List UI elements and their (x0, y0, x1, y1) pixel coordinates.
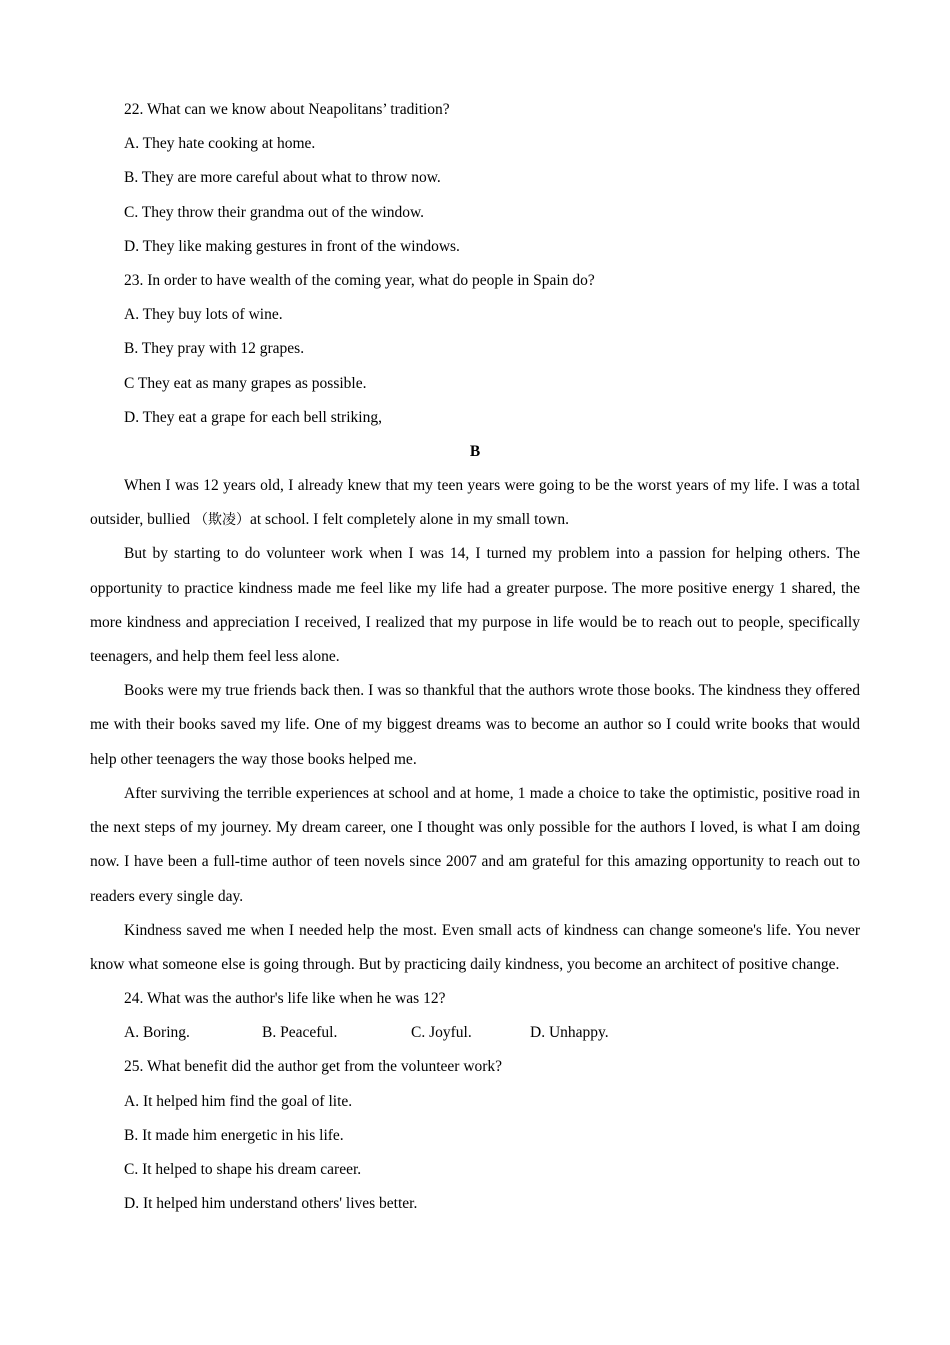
q25-option-b: B. It made him energetic in his life. (124, 1126, 344, 1144)
q23-option-d: D. They eat a grape for each bell striking, (124, 408, 382, 426)
q22-option-a: A. They hate cooking at home. (124, 135, 316, 153)
q23-option-a: A. They buy lots of wine. (124, 306, 283, 324)
q23-option-c: C They eat as many grapes as possible. (124, 374, 367, 392)
q22-option-d: D. They like making gestures in front of the windows. (124, 237, 460, 255)
passage-paragraph-1 (90, 469, 860, 537)
q24-option-a: A. Boring. (124, 1024, 190, 1042)
q24-option-d: D. Unhappy. (530, 1024, 609, 1042)
passage-paragraph-5: Kindness saved me when I needed help the most. Even small acts of kindness can change someone's life. You never know what someone else is going through. But by practicing daily kindness, you become an architect of positive change. (90, 921, 860, 973)
q25-option-d: D. It helped him understand others' lives better. (124, 1195, 418, 1213)
document-page (90, 93, 860, 1221)
passage-paragraph-4: After surviving the terrible experiences at school and at home, 1 made a choice to take the optimistic, positive road in the next steps of my journey. My dream career, one I thought was only possible for the authors I loved, is what I am doing now. I have been a full-time author of teen novels since 2007 and am grateful for this amazing opportunity to reach out to readers every single day. (90, 784, 860, 905)
passage-paragraph-2: But by starting to do volunteer work when I was 14, I turned my problem into a passion for helping others. The opportunity to practice kindness made me feel like my life had a greater purpose. The more positive energy 1 shared, the more kindness and appreciation I received, I realized that my purpose in life would be to reach out to people, specifically teenagers, and help them feel less alone. (90, 545, 860, 666)
paragraph-1-cjk-gloss: （欺凌） (194, 512, 250, 529)
q24-option-b: B. Peaceful. (262, 1024, 338, 1042)
q24-option-c: C. Joyful. (411, 1024, 472, 1042)
q22-option-c: C. They throw their grandma out of the window. (124, 203, 425, 221)
q25-option-a: A. It helped him find the goal of lite. (124, 1092, 353, 1110)
paragraph-1-text-end: at school. I felt completely alone in my small town. (250, 511, 569, 529)
passage-paragraph-3: Books were my true friends back then. I was so thankful that the authors wrote those books. The kindness they offered me with their books saved my life. One of my biggest dreams was to become an author so I could write books that would help other teenagers the way those books helped me. (90, 682, 860, 768)
passage-b-heading: B (469, 442, 481, 460)
q23-option-b: B. They pray with 12 grapes. (124, 340, 305, 358)
question-24: 24. What was the author's life like when he was 12? (124, 990, 446, 1008)
question-22: 22. What can we know about Neapolitans’ tradition? (124, 101, 450, 118)
question-23: 23. In order to have wealth of the coming year, what do people in Spain do? (124, 271, 595, 289)
q22-option-b: B. They are more careful about what to throw now. (124, 169, 441, 187)
paragraph-1-text-start: When I was 12 years old, I already knew that my teen years were going to be the worst years of my life. I was a total outsider, bullied (90, 477, 860, 529)
question-25: 25. What benefit did the author get from the volunteer work? (124, 1058, 503, 1076)
q25-option-c: C. It helped to shape his dream career. (124, 1161, 362, 1179)
q24-options-row (90, 1016, 860, 1050)
